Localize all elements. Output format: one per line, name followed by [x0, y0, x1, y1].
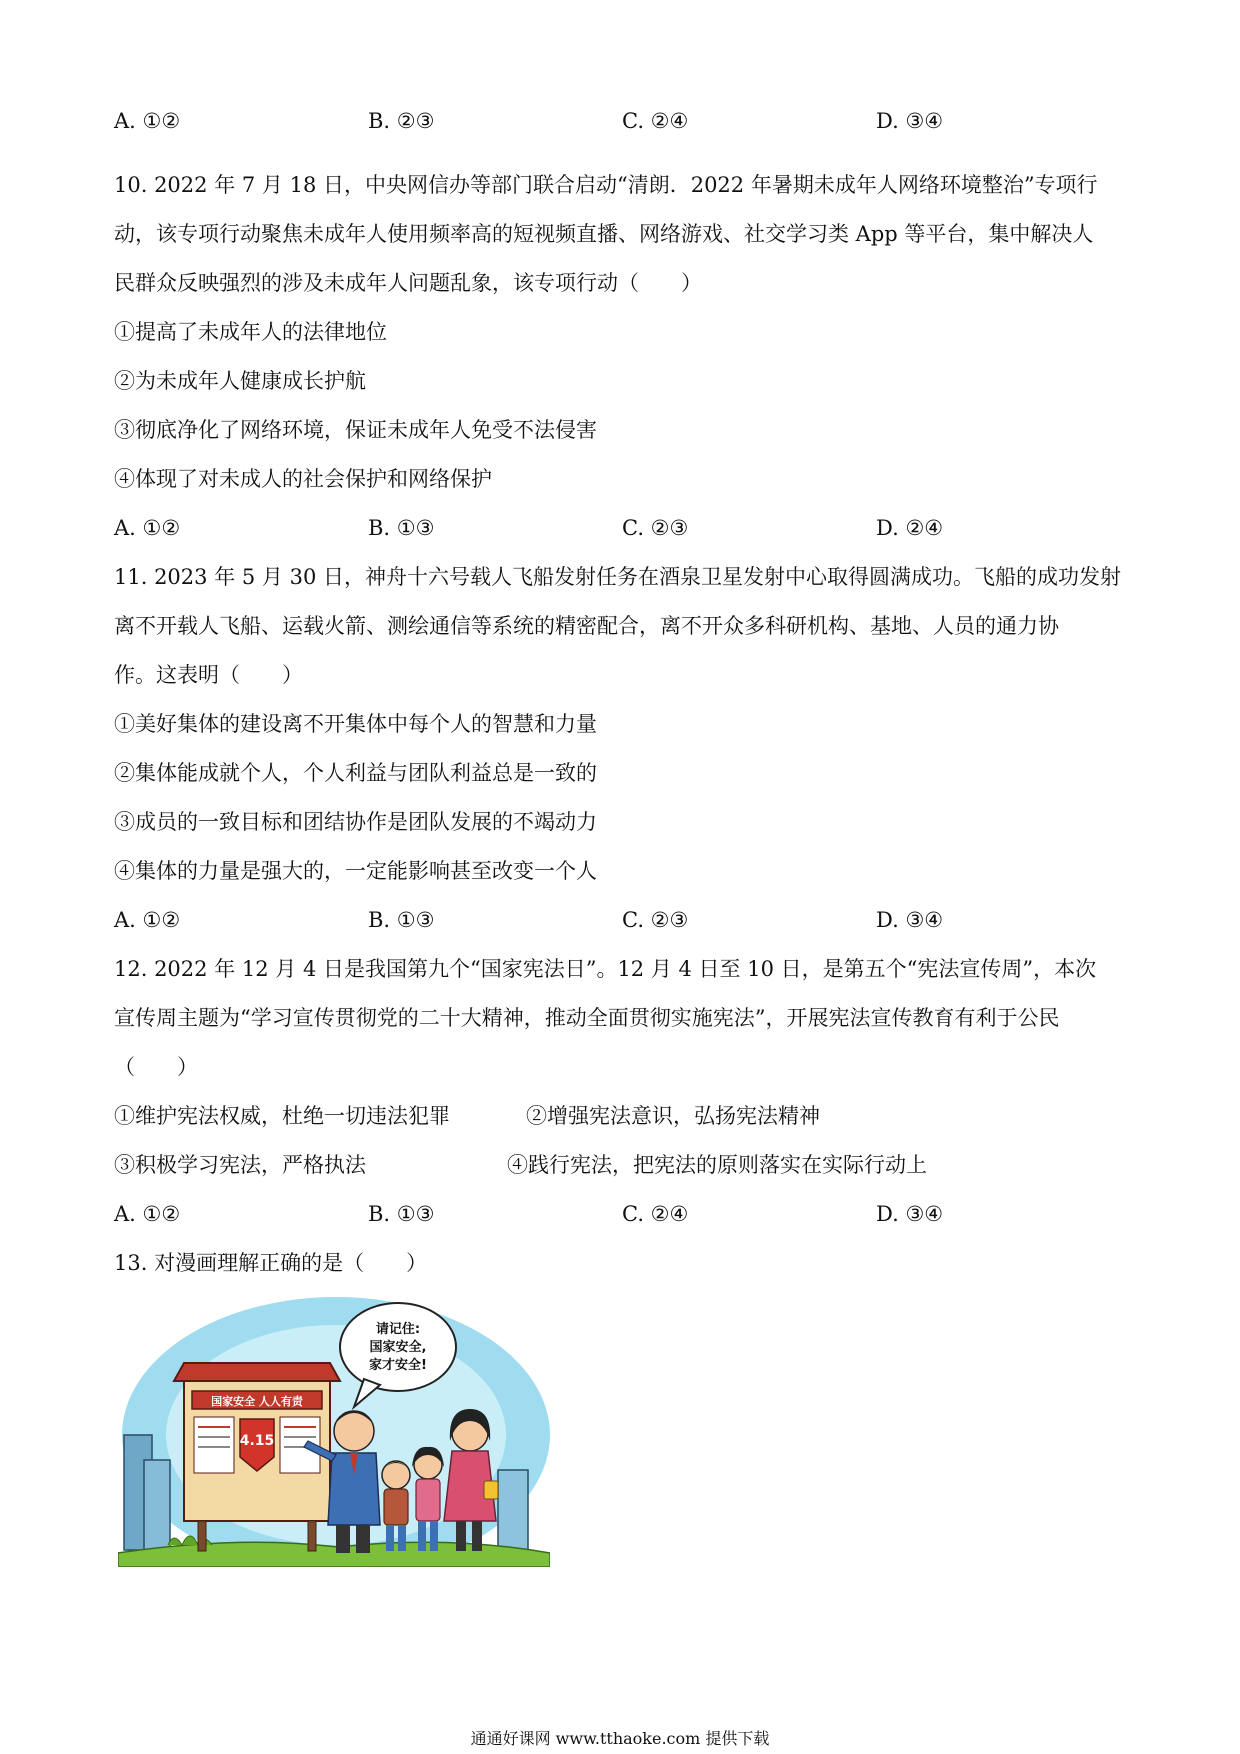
- q11-option-c: C. ②③: [622, 908, 689, 932]
- q12-stem-line-3: （ ）: [114, 1055, 198, 1079]
- q10-option-b: B. ①③: [368, 516, 435, 540]
- q10-item-1: ①提高了未成年人的法律地位: [114, 320, 387, 344]
- q9-option-b: B. ②③: [368, 109, 435, 133]
- q11-item-4: ④集体的力量是强大的，一定能影响甚至改变一个人: [114, 859, 597, 883]
- q10-option-c: C. ②③: [622, 516, 689, 540]
- q10-option-d: D. ②④: [876, 516, 944, 540]
- q13-stem: 13. 对漫画理解正确的是（ ）: [114, 1251, 428, 1275]
- q11-option-a: A. ①②: [114, 908, 181, 932]
- speech-line-3: 家才安全!: [369, 1358, 427, 1373]
- q11-item-1: ①美好集体的建设离不开集体中每个人的智慧和力量: [114, 712, 597, 736]
- q12-item-2: ②增强宪法意识，弘扬宪法精神: [526, 1104, 820, 1128]
- q10-stem-line-3: 民群众反映强烈的涉及未成年人问题乱象，该专项行动（ ）: [114, 271, 702, 295]
- q11-stem-line-3: 作。这表明（ ）: [114, 663, 303, 687]
- cartoon-illustration: [118, 1285, 550, 1567]
- speech-line-2: 国家安全,: [369, 1340, 427, 1355]
- q12-item-1: ①维护宪法权威，杜绝一切违法犯罪: [114, 1104, 450, 1128]
- q10-stem-line-1: 10. 2022 年 7 月 18 日，中央网信办等部门联合启动“清朗．2022 年暑期未成年人网络环境整治”专项行: [114, 173, 1098, 197]
- q11-stem-line-2: 离不开载人飞船、运载火箭、测绘通信等系统的精密配合，离不开众多科研机构、基地、人员的通力协: [114, 614, 1059, 638]
- q11-option-d: D. ③④: [876, 908, 944, 932]
- q9-options: [114, 106, 1134, 136]
- q11-options: [114, 905, 1134, 935]
- q10-options: [114, 513, 1134, 543]
- building-right: [498, 1470, 528, 1550]
- q10-option-a: A. ①②: [114, 516, 181, 540]
- q12-option-b: B. ①③: [368, 1202, 435, 1226]
- q12-option-d: D. ③④: [876, 1202, 944, 1226]
- q12-stem-line-1: 12. 2022 年 12 月 4 日是我国第九个“国家宪法日”。12 月 4 日至 10 日，是第五个“宪法宣传周”，本次: [114, 957, 1097, 981]
- q10-stem-line-2: 动，该专项行动聚焦未成年人使用频率高的短视频直播、网络游戏、社交学习类 App 等平台，集中解决人: [114, 222, 1094, 246]
- billboard-badge: 4.15: [239, 1433, 275, 1449]
- q11-stem-line-1: 11. 2023 年 5 月 30 日，神舟十六号载人飞船发射任务在酒泉卫星发射中心取得圆满成功。飞船的成功发射: [114, 565, 1121, 589]
- q12-option-a: A. ①②: [114, 1202, 181, 1226]
- page-footer: 通通好课网 www.tthaoke.com 提供下载: [470, 1729, 770, 1748]
- q9-option-c: C. ②④: [622, 109, 689, 133]
- q11-option-b: B. ①③: [368, 908, 435, 932]
- q11-item-2: ②集体能成就个人，个人利益与团队利益总是一致的: [114, 761, 597, 785]
- q11-item-3: ③成员的一致目标和团结协作是团队发展的不竭动力: [114, 810, 597, 834]
- q9-option-d: D. ③④: [876, 109, 944, 133]
- q12-option-c: C. ②④: [622, 1202, 689, 1226]
- q12-item-4: ④践行宪法，把宪法的原则落实在实际行动上: [507, 1153, 927, 1177]
- q10-item-2: ②为未成年人健康成长护航: [114, 369, 366, 393]
- q10-item-4: ④体现了对未成人的社会保护和网络保护: [114, 467, 492, 491]
- q12-stem-line-2: 宣传周主题为“学习宣传贯彻党的二十大精神，推动全面贯彻实施宪法”，开展宪法宣传教育有利于公民: [114, 1006, 1060, 1030]
- speech-line-1: 请记住:: [375, 1322, 421, 1337]
- q12-item-3: ③积极学习宪法，严格执法: [114, 1153, 366, 1177]
- q9-option-a: A. ①②: [114, 109, 181, 133]
- q12-options: [114, 1199, 1134, 1229]
- billboard-title: 国家安全 人人有责: [211, 1395, 303, 1408]
- grass-ground: [118, 1542, 550, 1567]
- q10-item-3: ③彻底净化了网络环境，保证未成年人免受不法侵害: [114, 418, 597, 442]
